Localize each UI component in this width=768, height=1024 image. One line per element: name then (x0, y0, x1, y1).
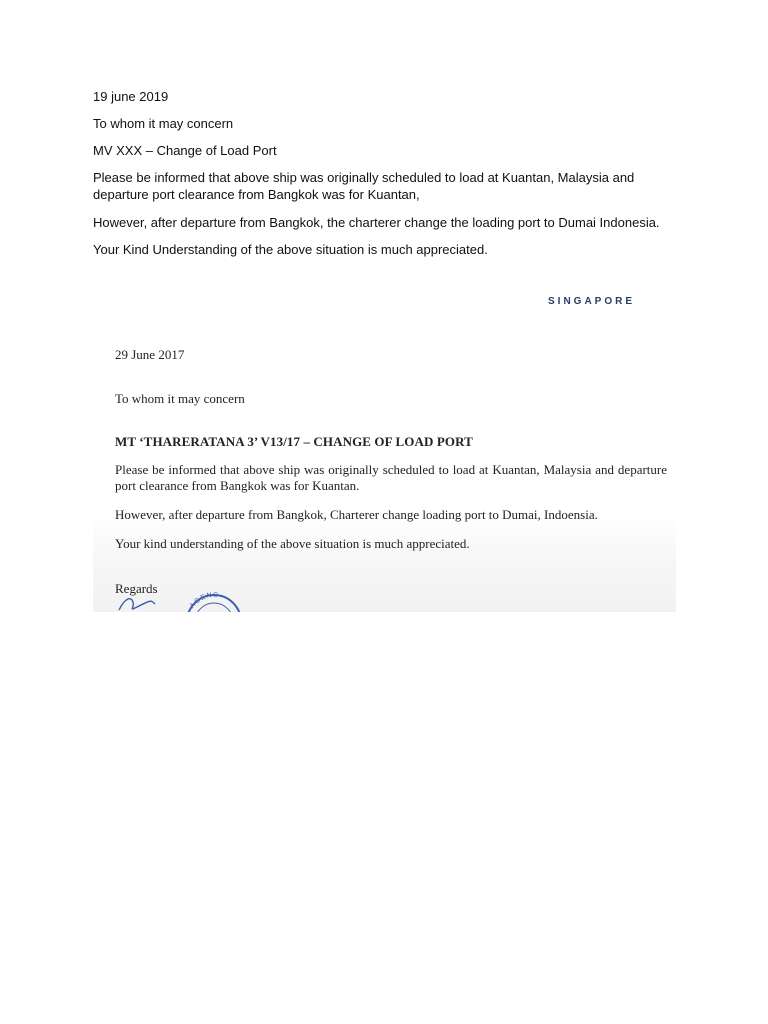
scanned-greeting: To whom it may concern (115, 391, 245, 406)
stamp-text: AGENC (188, 591, 220, 610)
scanned-paragraph-1: Please be informed that above ship was originally scheduled to load at Kuantan, Malaysia and departure port clearance from Bangkok was for Kuantan. (115, 462, 667, 493)
scanned-closing: Regards (115, 581, 158, 596)
letter-subject: MV XXX – Change of Load Port (93, 143, 277, 158)
scanned-letter-image (93, 290, 676, 612)
company-stamp-icon (181, 588, 247, 612)
letter-paragraph-1: Please be informed that above ship was originally scheduled to load at Kuantan, Malaysia and departure port clearance from Bangkok was for Kuantan, (93, 170, 635, 202)
letter-date: 19 june 2019 (93, 89, 169, 104)
svg-text:AGENC (189, 592, 219, 610)
signature-icon (117, 594, 157, 612)
letter-greeting: To whom it may concern (93, 116, 234, 131)
scanned-date: 29 June 2017 (115, 347, 185, 362)
scanned-paragraph-3: Your kind understanding of the above situation is much appreciated. (115, 536, 470, 551)
letter-paragraph-2: However, after departure from Bangkok, the charterer change the loading port to Dumai Indonesia. (93, 215, 660, 230)
letterhead-logo: SINGAPORE (548, 296, 636, 307)
scanned-subject: MT ‘THARERATANA 3’ V13/17 – CHANGE OF LOAD PORT (115, 434, 473, 449)
scanned-paragraph-2: However, after departure from Bangkok, Charterer change loading port to Dumai, Indoensia. (115, 507, 598, 522)
letter-paragraph-3: Your Kind Understanding of the above situation is much appreciated. (93, 242, 488, 257)
